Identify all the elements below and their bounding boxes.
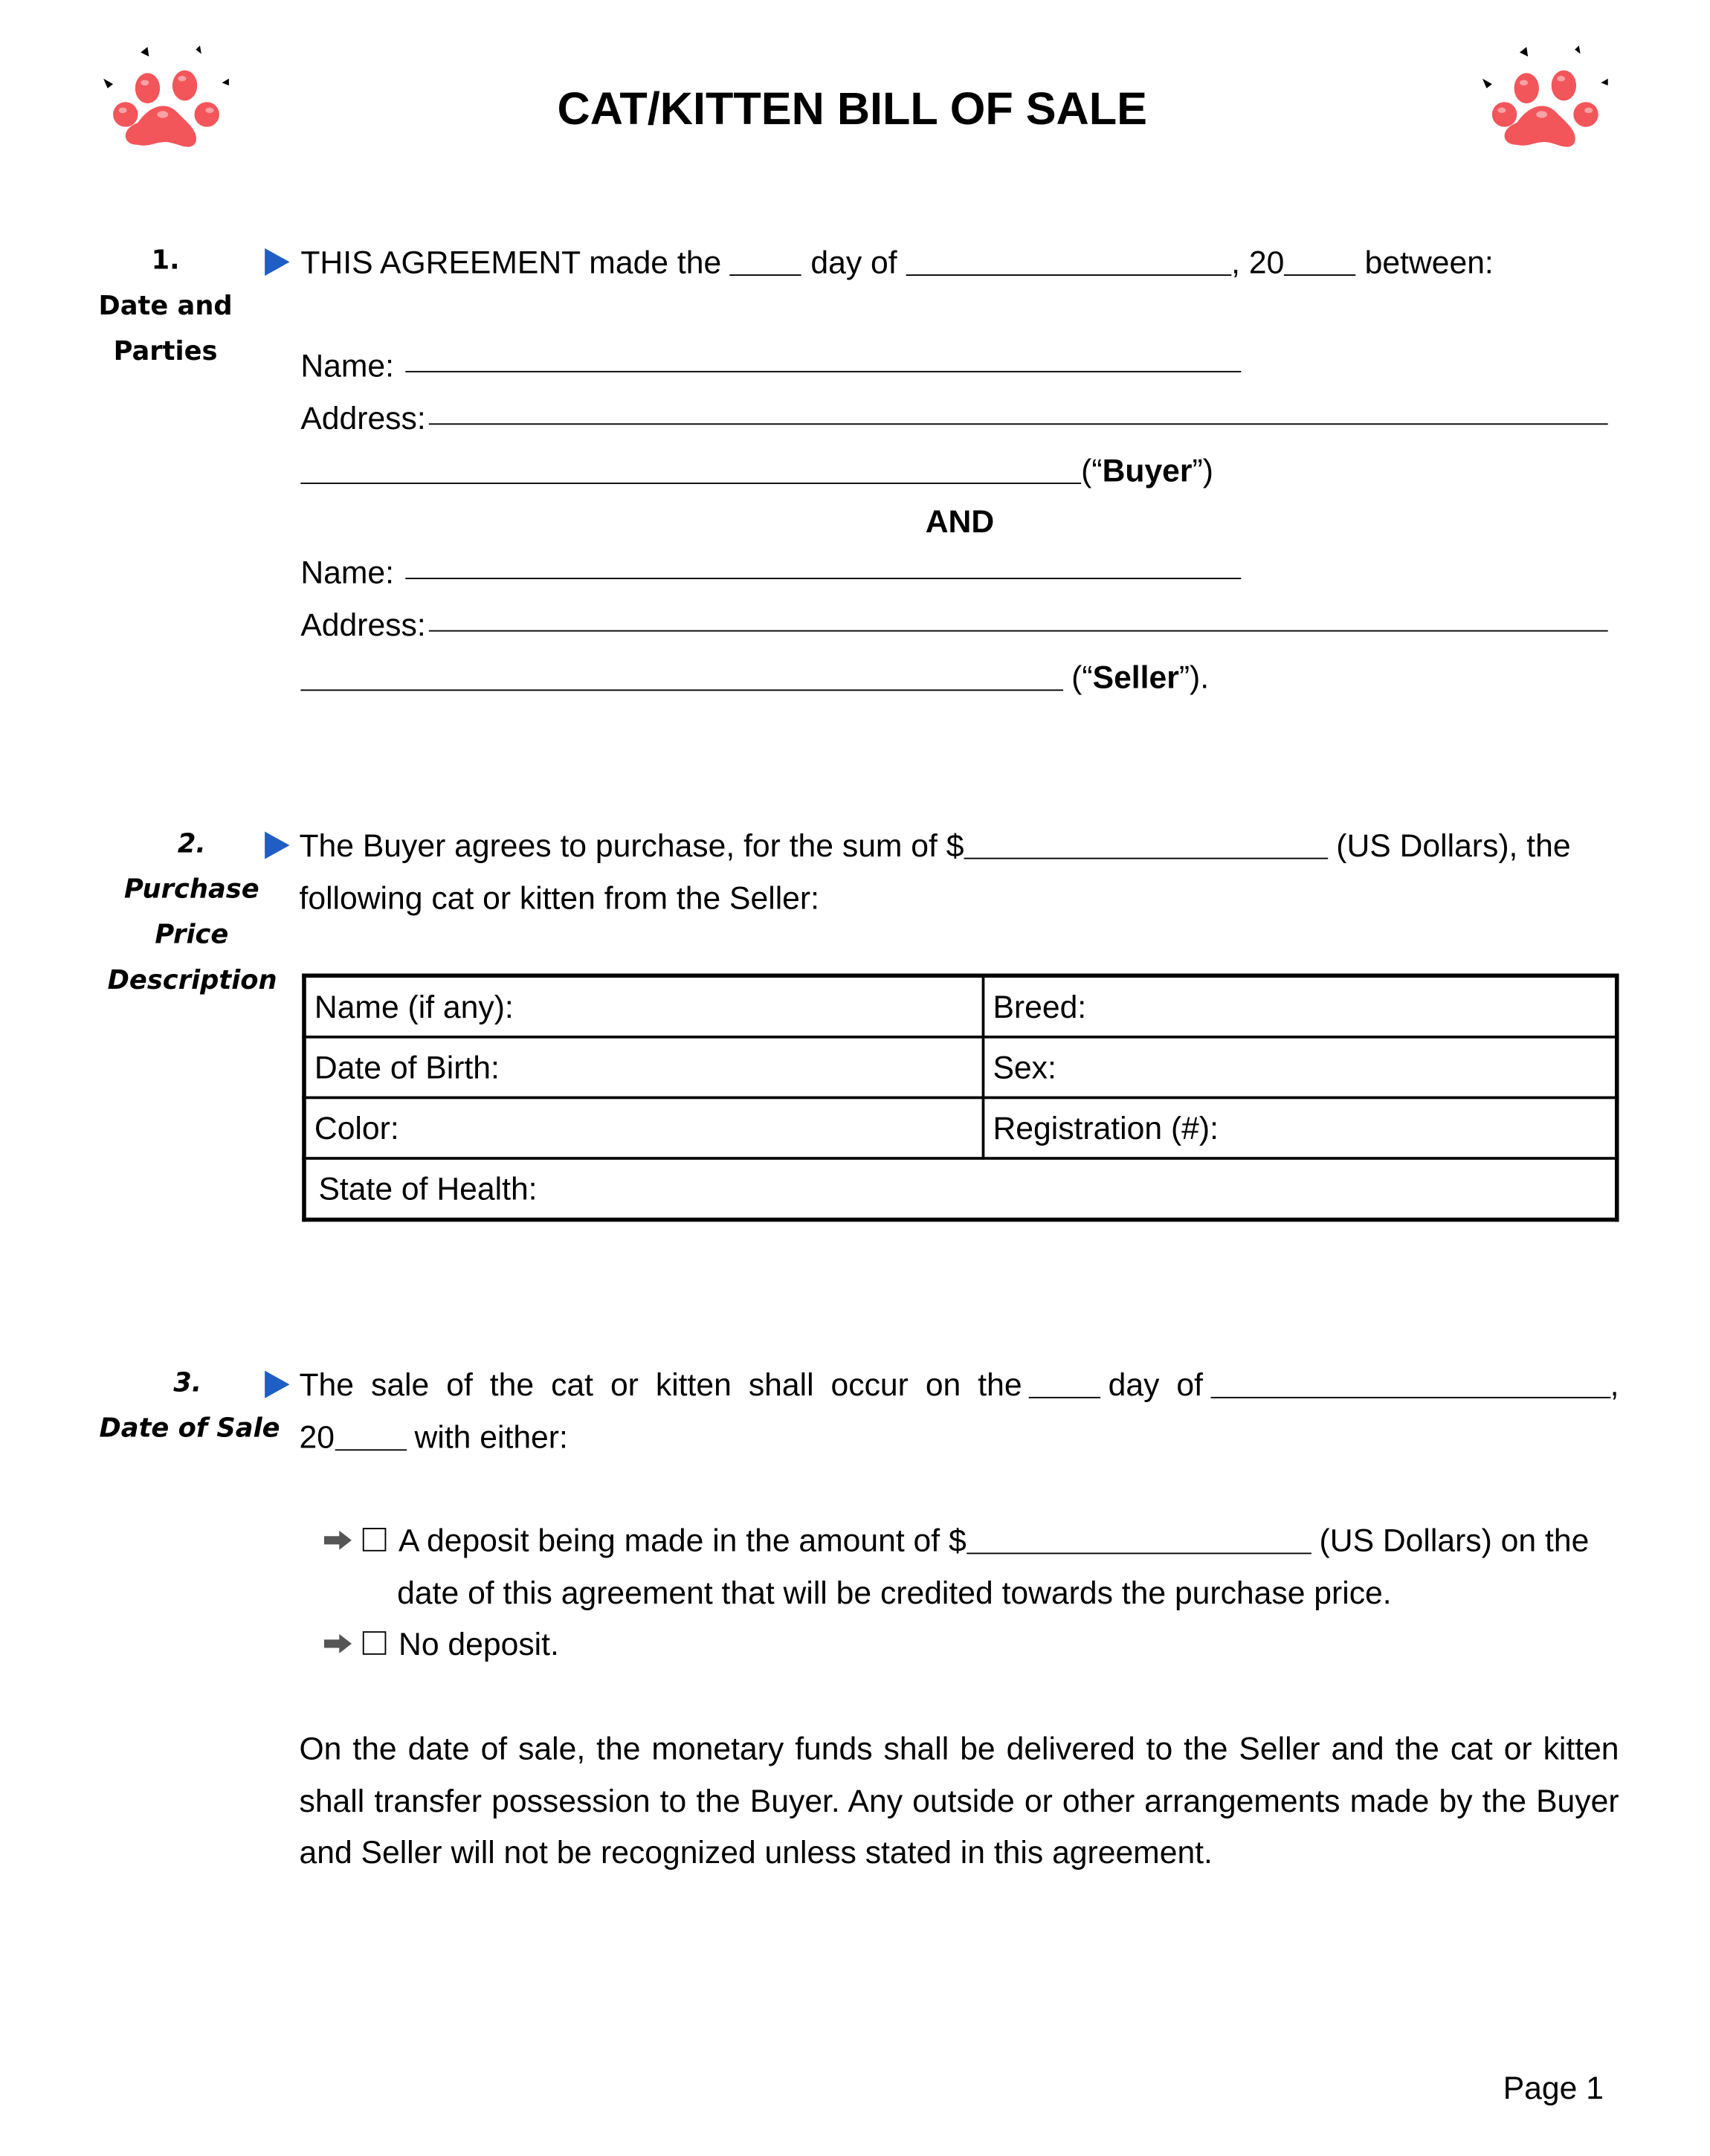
table-row xyxy=(304,975,1617,1037)
buyer-address-field[interactable] xyxy=(428,423,1607,425)
section-number: 1. xyxy=(151,245,180,276)
dob-cell[interactable]: Date of Birth: xyxy=(304,1037,983,1098)
buyer-address-line-2 xyxy=(300,451,1213,490)
seller-address-field-2[interactable] xyxy=(300,689,1063,691)
document-title: CAT/KITTEN BILL OF SALE xyxy=(557,83,1147,134)
seller-address-line xyxy=(300,605,1607,644)
name-cell[interactable]: Name (if any): xyxy=(304,975,983,1037)
text: (US Dollars) on the xyxy=(1319,1522,1590,1558)
cat-description-table xyxy=(302,973,1619,1221)
section-title: Parties xyxy=(113,336,218,367)
color-cell[interactable]: Color: xyxy=(304,1097,983,1158)
text: A deposit being made in the amount of $ xyxy=(399,1522,967,1558)
and-label: AND xyxy=(925,503,995,540)
address-label: Address: xyxy=(300,399,426,436)
seller-name-line xyxy=(300,553,1241,592)
sale-date-line-2 xyxy=(299,1418,567,1456)
no-deposit-option xyxy=(363,1624,559,1663)
seller-label: Seller xyxy=(1092,659,1179,695)
name-label: Name: xyxy=(300,554,395,590)
text: ”). xyxy=(1178,659,1210,695)
text: 20 xyxy=(299,1418,335,1455)
text: with either: xyxy=(414,1418,568,1455)
day-field[interactable] xyxy=(730,274,801,276)
section-3-label xyxy=(99,1361,280,1452)
seller-name-field[interactable] xyxy=(405,578,1241,579)
table-row xyxy=(304,1158,1617,1220)
table-row xyxy=(304,1037,1617,1098)
section-title: Purchase xyxy=(123,874,259,905)
triangle-bullet-icon xyxy=(265,1371,289,1398)
text: No deposit. xyxy=(399,1625,559,1662)
buyer-name-line xyxy=(300,346,1241,385)
text: day of xyxy=(810,244,897,280)
sex-cell[interactable]: Sex: xyxy=(983,1037,1616,1098)
text: day of xyxy=(1108,1366,1203,1403)
purchase-price-field[interactable] xyxy=(964,858,1328,859)
seller-address-line-2 xyxy=(300,658,1209,697)
month-field[interactable] xyxy=(906,274,1231,276)
text: The sale of the cat or kitten shall occur on the xyxy=(299,1366,1022,1403)
text: , 20 xyxy=(1231,244,1285,280)
text: (“ xyxy=(1071,659,1093,695)
arrow-right-icon xyxy=(324,1531,352,1550)
arrow-right-icon xyxy=(324,1634,352,1653)
name-label: Name: xyxy=(300,347,395,384)
sale-terms-paragraph: On the date of sale, the monetary funds shall be delivered to the Seller and the cat or kitten shall transfer possession to the Buyer. Any outside or other arrangements made by the Buyer and Seller will not be recognized unless stated in this agreement. xyxy=(299,1730,1619,1871)
buyer-address-field-2[interactable] xyxy=(300,482,1081,484)
text: ”) xyxy=(1192,452,1213,488)
buyer-name-field[interactable] xyxy=(405,371,1241,372)
sale-month-field[interactable] xyxy=(1210,1397,1610,1398)
buyer-label: Buyer xyxy=(1102,452,1193,488)
deposit-option-line-2: date of this agreement that will be credited towards the purchase price. xyxy=(397,1575,1392,1611)
text: , xyxy=(1610,1366,1619,1403)
text: THIS AGREEMENT made the xyxy=(300,244,722,280)
purchase-line-2: following cat or kitten from the Seller: xyxy=(299,879,819,916)
table-row xyxy=(304,1097,1617,1158)
section-title: Description xyxy=(107,965,277,996)
year-field[interactable] xyxy=(1284,274,1355,276)
triangle-bullet-icon xyxy=(265,831,289,859)
triangle-bullet-icon xyxy=(265,248,289,276)
deposit-option xyxy=(363,1521,1589,1560)
section-1-label xyxy=(83,239,248,375)
section-title: Date and xyxy=(98,291,233,322)
text: The Buyer agrees to purchase, for the sum of $ xyxy=(299,827,964,864)
sale-date-line-1 xyxy=(299,1365,1619,1404)
purchase-line-1 xyxy=(299,826,1570,865)
section-title: Price xyxy=(155,920,229,950)
buyer-address-line xyxy=(300,398,1607,437)
text: (US Dollars), the xyxy=(1336,827,1571,864)
sale-day-field[interactable] xyxy=(1029,1397,1100,1398)
agreement-intro xyxy=(300,242,1493,281)
section-number: 3. xyxy=(173,1367,202,1398)
page-number: Page 1 xyxy=(1503,2070,1604,2106)
health-cell[interactable]: State of Health: xyxy=(304,1158,1617,1220)
deposit-checkbox[interactable] xyxy=(363,1528,387,1552)
no-deposit-checkbox[interactable] xyxy=(363,1631,387,1655)
deposit-amount-field[interactable] xyxy=(967,1553,1311,1555)
address-label: Address: xyxy=(300,607,426,643)
text: between: xyxy=(1364,244,1494,280)
registration-cell[interactable]: Registration (#): xyxy=(983,1097,1616,1158)
text: (“ xyxy=(1081,452,1103,488)
section-title: Date of Sale xyxy=(99,1413,280,1444)
seller-address-field[interactable] xyxy=(428,630,1607,632)
section-number: 2. xyxy=(177,828,206,859)
section-2-label xyxy=(108,822,276,1004)
sale-year-field[interactable] xyxy=(335,1449,406,1450)
breed-cell[interactable]: Breed: xyxy=(983,975,1616,1037)
